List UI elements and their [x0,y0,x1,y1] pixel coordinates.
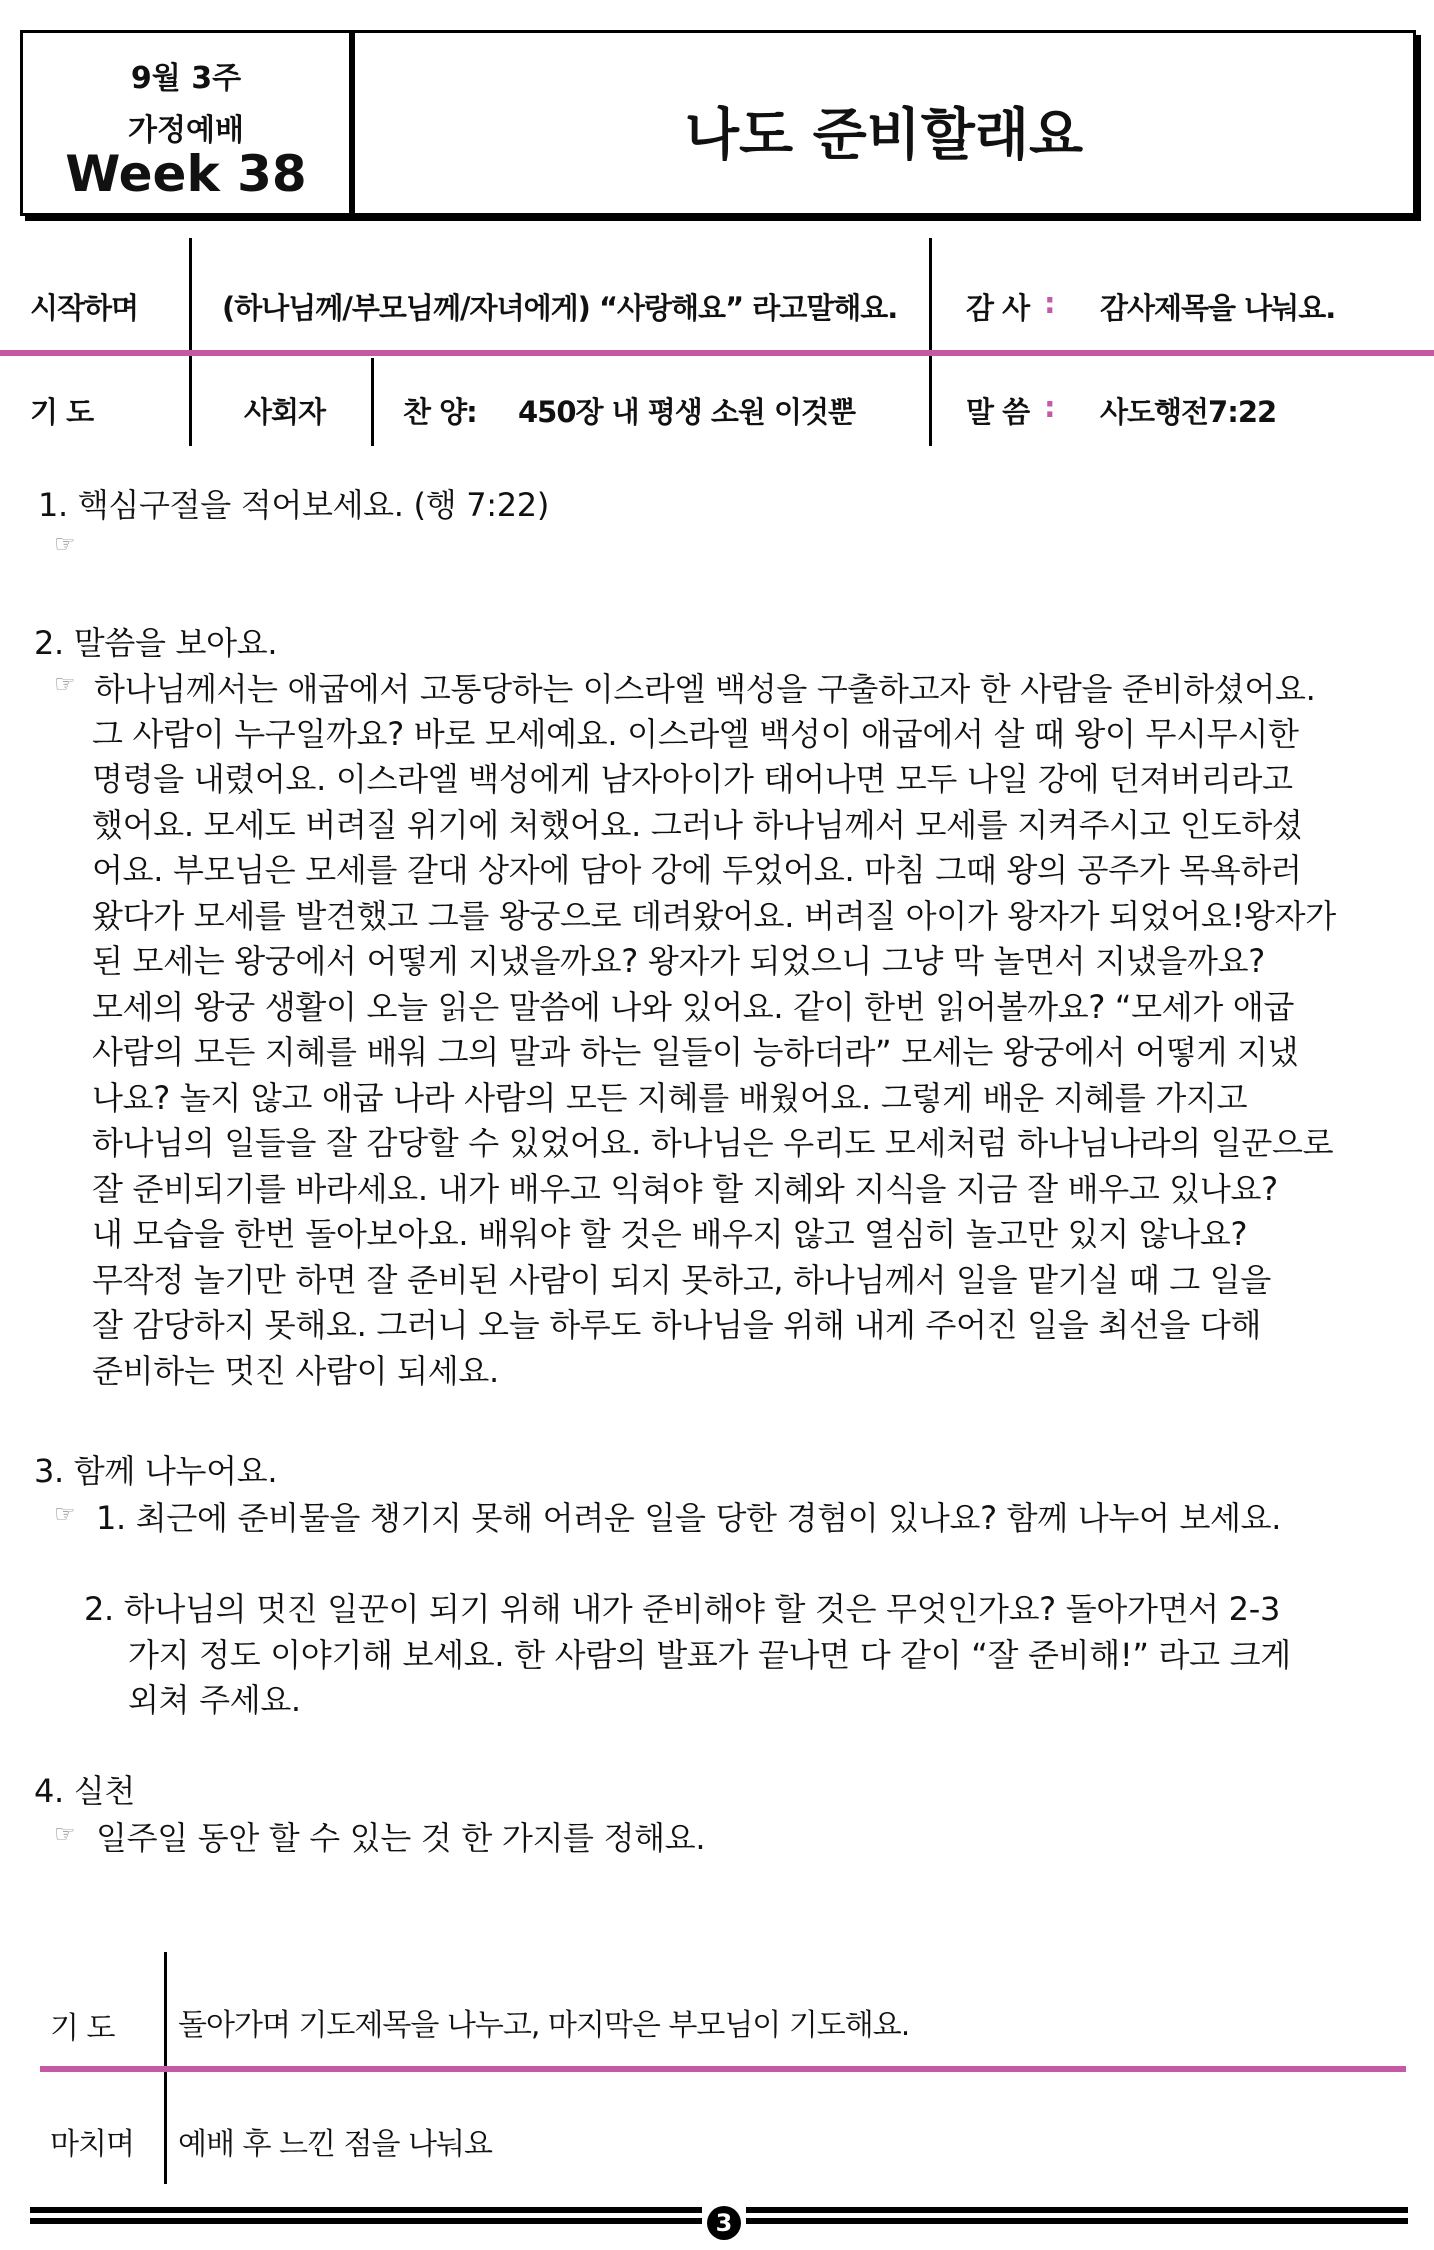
paragraph-line: 내 모습을 한번 돌아보아요. 배워야 할 것은 배우지 않고 열심히 놀고만 있지 않나요? [92,1215,1248,1253]
page-number: 3 [707,2206,741,2240]
start-text: (하나님께/부모님께/자녀에게) “사랑해요” 라고말해요. [222,291,898,325]
week-month: 9월 3주 [130,61,242,96]
paragraph-line: 나요? 놀지 않고 애굽 나라 사람의 모든 지혜를 배웠어요. 그렇게 배운 지혜를 가지고 [92,1079,1248,1117]
pointing-hand-icon: ☞ [54,1500,76,1528]
paragraph-line: 명령을 내렸어요. 이스라엘 백성에게 남자아이가 태어나면 모두 나일 강에 던져버리라고 [92,760,1293,798]
closing-prayer-label: 기 도 [50,2011,115,2046]
question-1: 1. 최근에 준비물을 챙기지 못해 어려운 일을 당한 경험이 있나요? 함께 나누어 보세요. [96,1499,1282,1537]
section-3-heading: 3. 함께 나누어요. [34,1452,278,1490]
paragraph-line: 모세의 왕궁 생활이 오늘 읽은 말씀에 나와 있어요. 같이 한번 읽어볼까요? “모세가 애굽 [92,988,1295,1026]
page-title: 나도 준비할래요 [684,103,1084,168]
pointing-hand-icon: ☞ [54,1820,76,1848]
prayer-label: 기 도 [30,395,94,429]
question-2-line: 2. 하나님의 멋진 일꾼이 되기 위해 내가 준비해야 할 것은 무엇인가요? 돌아가면서 2-3 [84,1590,1281,1628]
section-4-heading: 4. 실천 [34,1772,136,1810]
footer-rule [30,2207,702,2213]
word-label: 말 씀 [966,395,1030,429]
thanks-label: 감 사 [966,291,1030,325]
colon: : [1044,390,1055,424]
divider [929,238,932,446]
pink-separator [0,350,1434,356]
paragraph-line: 무작정 놀기만 하면 잘 준비된 사람이 되지 못하고, 하나님께서 일을 맡기실 때 그 일을 [92,1261,1272,1299]
section-1-heading: 1. 핵심구절을 적어보세요. (행 7:22) [38,486,550,524]
thanks-text: 감사제목을 나눠요. [1100,291,1336,325]
footer-rule [30,2218,702,2224]
closing-end-text: 예배 후 느낀 점을 나눠요 [178,2127,492,2162]
pointing-hand-icon: ☞ [54,670,76,698]
closing-prayer-text: 돌아가며 기도제목을 나누고, 마지막은 부모님이 기도해요. [178,2008,910,2043]
practice-text: 일주일 동안 할 수 있는 것 한 가지를 정해요. [96,1819,706,1857]
week-box [20,30,352,216]
week-number: Week 38 [65,145,307,203]
leader-label: 사회자 [244,395,326,429]
paragraph-line: 하나님께서는 애굽에서 고통당하는 이스라엘 백성을 구출하고자 한 사람을 준비하셨어요. [94,670,1316,708]
closing-end-label: 마치며 [50,2127,134,2162]
paragraph-line: 잘 준비되기를 바라세요. 내가 배우고 익혀야 할 지혜와 지식을 지금 잘 배우고 있나요? [92,1170,1278,1208]
word-text: 사도행전7:22 [1100,395,1277,429]
title-box [352,30,1416,216]
divider [189,238,192,446]
service-type: 가정예배 [128,113,244,148]
paragraph-line: 어요. 부모님은 모세를 갈대 상자에 담아 강에 두었어요. 마침 그때 왕의 공주가 목욕하러 [92,851,1302,889]
question-2-line: 가지 정도 이야기해 보세요. 한 사람의 발표가 끝나면 다 같이 “잘 준비해!” 라고 크게 [128,1636,1291,1674]
paragraph-line: 하나님의 일들을 잘 감당할 수 있었어요. 하나님은 우리도 모세처럼 하나님나라의 일꾼으로 [92,1124,1334,1162]
colon: : [1044,286,1055,320]
hymn-label: 찬 양: [403,395,477,429]
pointing-hand-icon: ☞ [54,530,76,558]
footer-rule [746,2207,1408,2213]
paragraph-line: 준비하는 멋진 사람이 되세요. [92,1352,499,1390]
paragraph-line: 사람의 모든 지혜를 배워 그의 말과 하는 일들이 능하더라” 모세는 왕궁에서 어떻게 지냈 [92,1033,1299,1071]
footer-rule [746,2218,1408,2224]
start-label: 시작하며 [30,291,139,325]
paragraph-line: 된 모세는 왕궁에서 어떻게 지냈을까요? 왕자가 되었으니 그냥 막 놀면서 지냈을까요? [92,942,1265,980]
question-2-line: 외쳐 주세요. [128,1681,301,1719]
section-2-heading: 2. 말씀을 보아요. [34,624,278,662]
divider [371,358,374,446]
paragraph-line: 했어요. 모세도 버려질 위기에 처했어요. 그러나 하나님께서 모세를 지켜주시고 인도하셨 [92,806,1303,844]
hymn-text: 450장 내 평생 소원 이것뿐 [518,395,856,429]
pink-separator [40,2066,1406,2072]
paragraph-line: 잘 감당하지 못해요. 그러니 오늘 하루도 하나님을 위해 내게 주어진 일을 최선을 다해 [92,1306,1262,1344]
paragraph-line: 그 사람이 누구일까요? 바로 모세예요. 이스라엘 백성이 애굽에서 살 때 왕이 무시무시한 [92,715,1299,753]
paragraph-line: 왔다가 모세를 발견했고 그를 왕궁으로 데려왔어요. 버려질 아이가 왕자가 되었어요!왕자가 [92,897,1336,935]
